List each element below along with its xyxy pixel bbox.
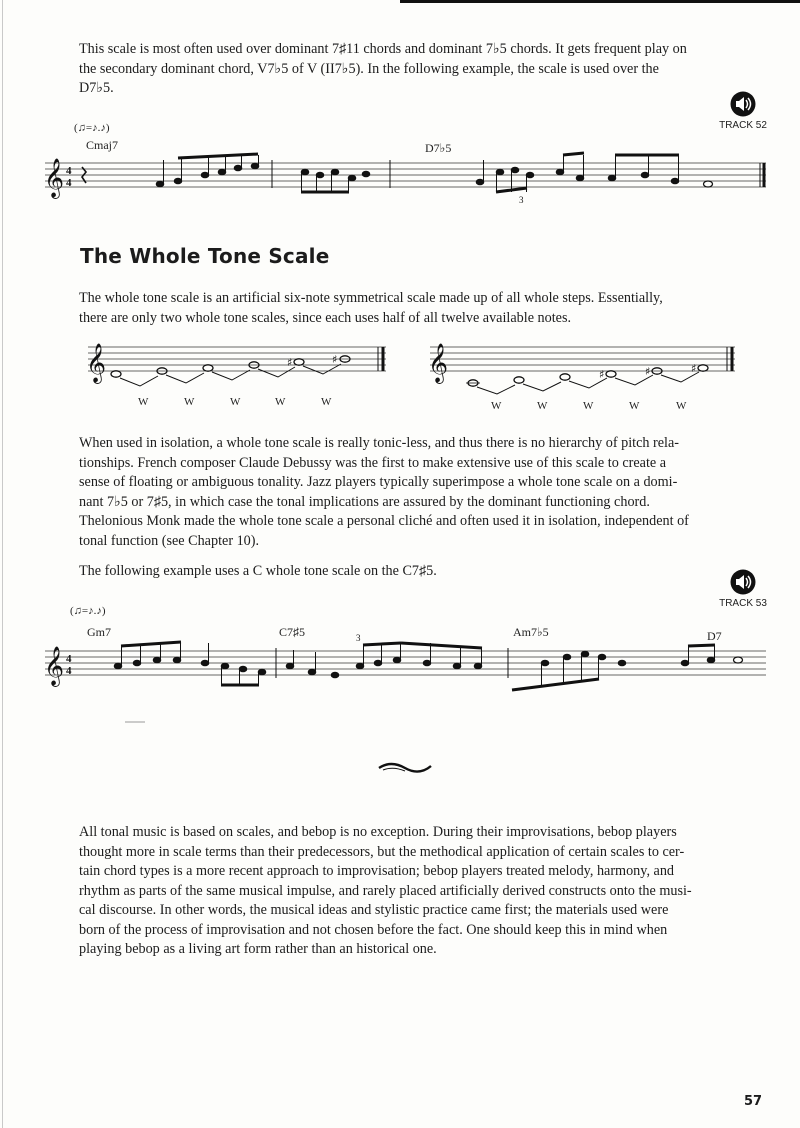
chord-symbol: Gm7 bbox=[87, 625, 111, 639]
track-53-label: TRACK 53 bbox=[719, 598, 767, 609]
tuplet-number: 3 bbox=[356, 633, 361, 643]
whole-step-label: W bbox=[583, 400, 594, 412]
text-line: playing bebop as a living art form rather than an historical one. bbox=[79, 941, 437, 957]
text-line: D7♭5. bbox=[79, 80, 114, 96]
text-line: born of the process of improvisation and not chosen before the fact. One should keep this in mind when bbox=[79, 921, 668, 938]
treble-clef: 𝄞 bbox=[44, 646, 65, 686]
text-line: tonal function (see Chapter 10). bbox=[79, 532, 260, 549]
whole-step-label: W bbox=[184, 396, 195, 408]
whole-step-label: W bbox=[629, 400, 640, 412]
text-line: The whole tone scale is an artificial six-note symmetrical scale made up of all whole steps. Essentially, bbox=[79, 290, 663, 306]
text-line: there are only two whole tone scales, since each uses half of all twelve available notes. bbox=[79, 309, 572, 326]
whole-step-label: W bbox=[321, 396, 332, 408]
svg-text:4: 4 bbox=[66, 177, 72, 189]
chord-symbol: D7 bbox=[707, 629, 722, 643]
svg-text:♯: ♯ bbox=[691, 362, 697, 375]
text-line: nant 7♭5 or 7♯5, in which case the tonal implications are assured by the dominant functioning chord. bbox=[79, 493, 650, 510]
svg-text:4: 4 bbox=[66, 653, 72, 665]
swing-indication: (♫=♪.♪) bbox=[70, 605, 106, 617]
whole-step-label: W bbox=[491, 400, 502, 412]
text-line: All tonal music is based on scales, and bebop is no exception. During their improvisations, bebop players bbox=[79, 824, 677, 840]
chord-symbol: D7♭5 bbox=[425, 141, 452, 155]
svg-text:♯: ♯ bbox=[287, 356, 293, 369]
tuplet-number: 3 bbox=[519, 195, 524, 205]
text-line: the secondary dominant chord, V7♭5 of V (II7♭5). In the following example, the scale is used over the bbox=[79, 60, 659, 77]
bebop-paragraph bbox=[79, 823, 739, 960]
section-title: The Whole Tone Scale bbox=[80, 244, 330, 268]
svg-text:4: 4 bbox=[66, 165, 72, 177]
track-52-label: TRACK 52 bbox=[719, 120, 767, 131]
text-line: This scale is most often used over dominant 7♯11 chords and dominant 7♭5 chords. It gets frequent play on bbox=[79, 41, 687, 57]
text-line: thought more in scale terms than their predecessors, but the methodical application of certain scales to cer- bbox=[79, 843, 685, 860]
whole-step-label: W bbox=[230, 396, 241, 408]
page-number: 57 bbox=[744, 1094, 763, 1109]
text-line: sense of floating or ambiguous tonality. Jazz players typically superimpose a whole tone scale on a domi- bbox=[79, 474, 678, 490]
swing-indication: (♫=♪.♪) bbox=[74, 122, 110, 134]
treble-clef: 𝄞 bbox=[86, 343, 107, 383]
chord-symbol: Am7♭5 bbox=[513, 625, 549, 639]
chord-symbol: Cmaj7 bbox=[86, 138, 118, 152]
treble-clef: 𝄞 bbox=[428, 343, 449, 383]
svg-text:♯: ♯ bbox=[645, 365, 651, 378]
svg-text:♯: ♯ bbox=[599, 368, 605, 381]
text-line: rhythm as parts of the same musical impulse, and rarely placed artificially derived constructs onto the musi- bbox=[79, 882, 692, 899]
text-line: tionships. French composer Claude Debussy was the first to make extensive use of this scale to create a bbox=[79, 454, 667, 471]
notes-group-2 bbox=[114, 642, 742, 690]
staff-lines bbox=[45, 651, 766, 675]
text-line: tain chord types is a more recent approach to improvisation; bebop players treated melody, harmony, and bbox=[79, 863, 675, 879]
whole-step-label: W bbox=[138, 396, 149, 408]
whole-step-label: W bbox=[676, 400, 687, 412]
svg-text:♯: ♯ bbox=[332, 353, 338, 366]
whole-step-label: W bbox=[275, 396, 286, 408]
text-line: cal discourse. In other words, the musical ideas and stylistic practice came first; the materials used were bbox=[79, 902, 669, 918]
treble-clef: 𝄞 bbox=[44, 158, 65, 198]
text-line: Thelonious Monk made the whole tone scale a personal cliché and often used it in isolation, independent of bbox=[79, 513, 689, 529]
svg-text:4: 4 bbox=[66, 665, 72, 677]
section-divider-ornament bbox=[375, 758, 435, 778]
whole-step-label: W bbox=[537, 400, 548, 412]
chord-symbol: C7♯5 bbox=[279, 625, 306, 639]
text-line: When used in isolation, a whole tone scale is really tonic-less, and thus there is no hierarchy of pitch rela- bbox=[79, 435, 680, 451]
text-line: The following example uses a C whole tone scale on the C7♯5. bbox=[79, 563, 437, 579]
